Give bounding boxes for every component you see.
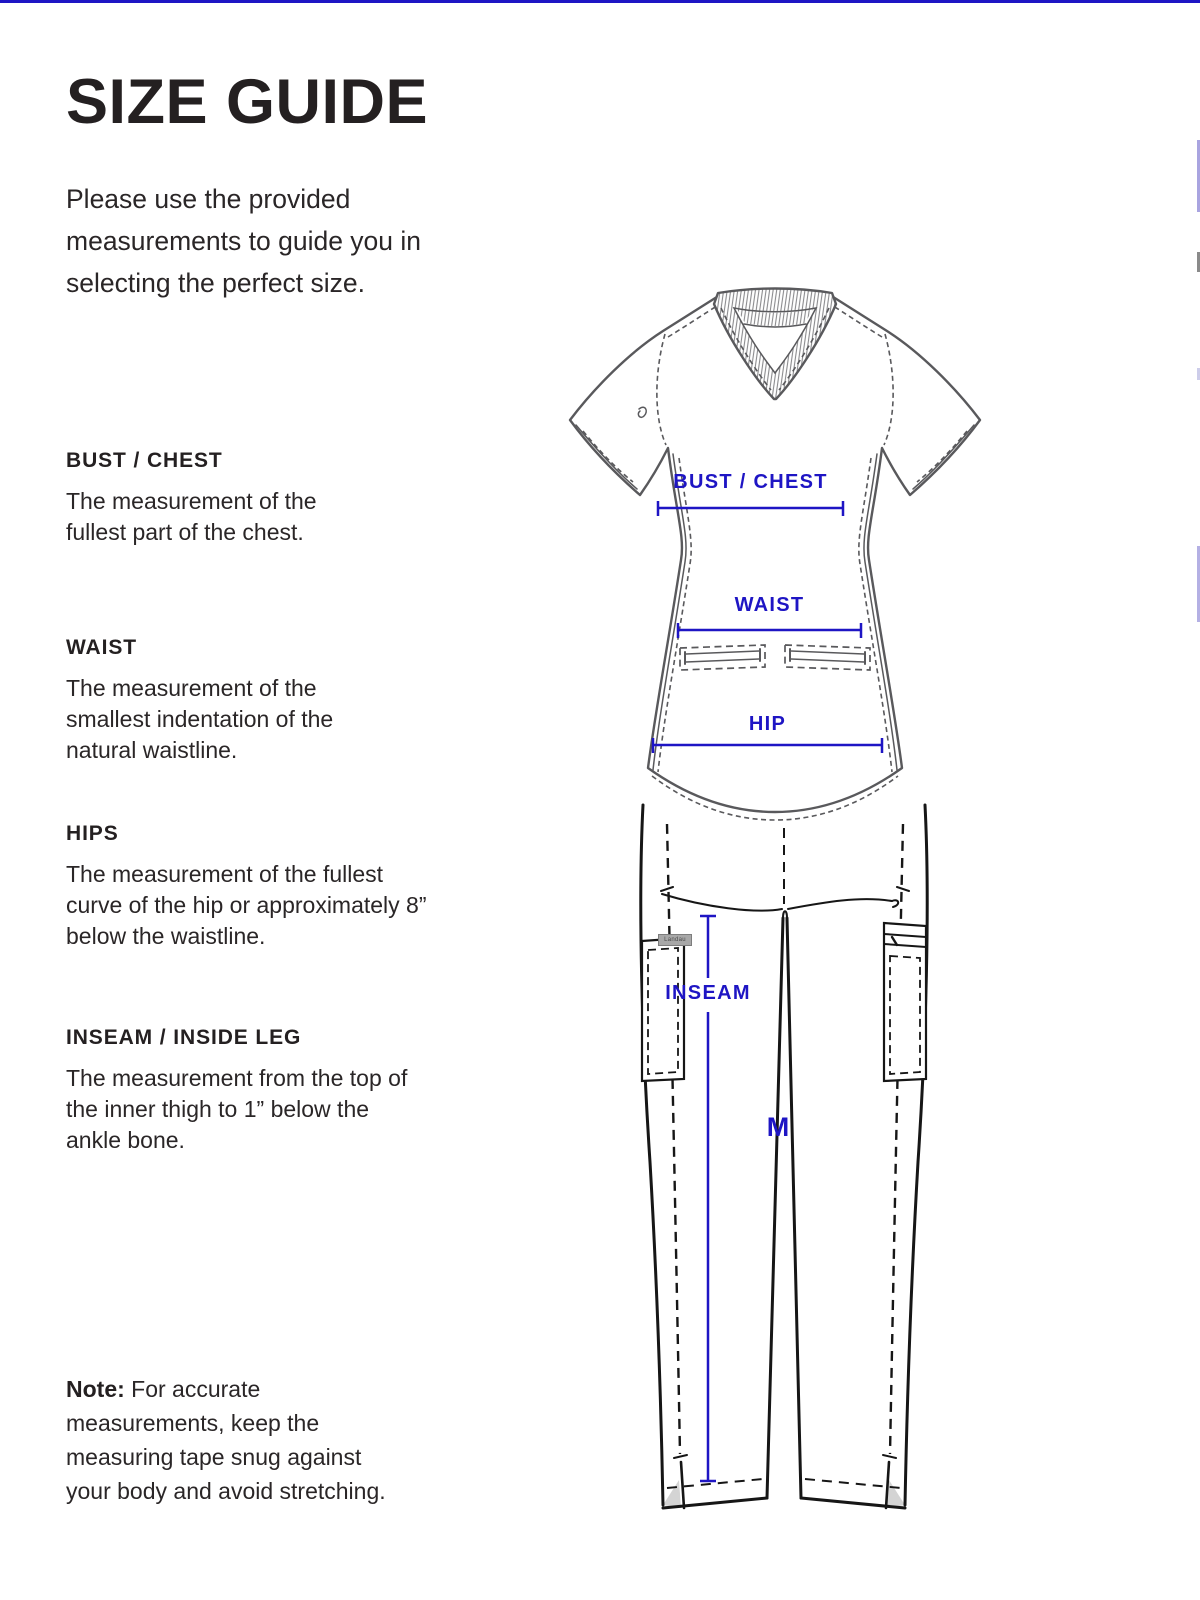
section-bust-chest <box>66 449 366 548</box>
intro-text: Please use the provided measurements to guide you in selecting the perfect size. <box>66 184 422 298</box>
section-body: The measurement of the smallest indentation of the natural waistline. <box>66 675 334 763</box>
section-heading: INSEAM / INSIDE LEG <box>66 1026 302 1049</box>
left-cargo-pocket <box>642 938 684 1081</box>
section-hips <box>66 822 438 952</box>
section-heading: BUST / CHEST <box>66 449 223 472</box>
hip-measure-label: HIP <box>748 713 787 735</box>
waist-measure-label: WAIST <box>734 594 805 616</box>
bust-measure-label: BUST / CHEST <box>673 471 828 493</box>
left-welt-pocket <box>680 645 765 670</box>
section-body: The measurement of the fullest curve of the hip or approximately 8” below the waistline. <box>66 861 427 949</box>
section-inseam <box>66 1026 414 1156</box>
section-heading: WAIST <box>66 636 137 659</box>
scrub-pants-illustration <box>641 805 928 1508</box>
section-body: The measurement from the top of the inner thigh to 1” below the ankle bone. <box>66 1065 408 1153</box>
waist-measure-line <box>678 623 861 638</box>
page-title: SIZE GUIDE <box>66 67 429 137</box>
inseam-measure-label: INSEAM <box>665 982 751 1004</box>
size-letter-label: M <box>766 1112 790 1142</box>
garment-measurement-diagram <box>540 282 1000 1542</box>
top-divider-rule <box>0 0 1200 3</box>
brand-tag-label: Landau <box>658 934 692 946</box>
scrub-top-illustration <box>570 289 980 821</box>
right-welt-pocket <box>785 645 870 670</box>
note-label: Note: <box>66 1376 125 1402</box>
section-waist <box>66 636 368 766</box>
hip-measure-line <box>653 738 882 753</box>
note-body: For accurate measurements, keep the measuring tape snug against your body and avoid stretching. <box>66 1376 386 1504</box>
section-heading: HIPS <box>66 822 119 845</box>
right-cargo-pocket <box>884 923 926 1081</box>
v-neck-band <box>714 289 836 400</box>
section-body: The measurement of the fullest part of the chest. <box>66 488 317 545</box>
note-text <box>66 1372 412 1508</box>
